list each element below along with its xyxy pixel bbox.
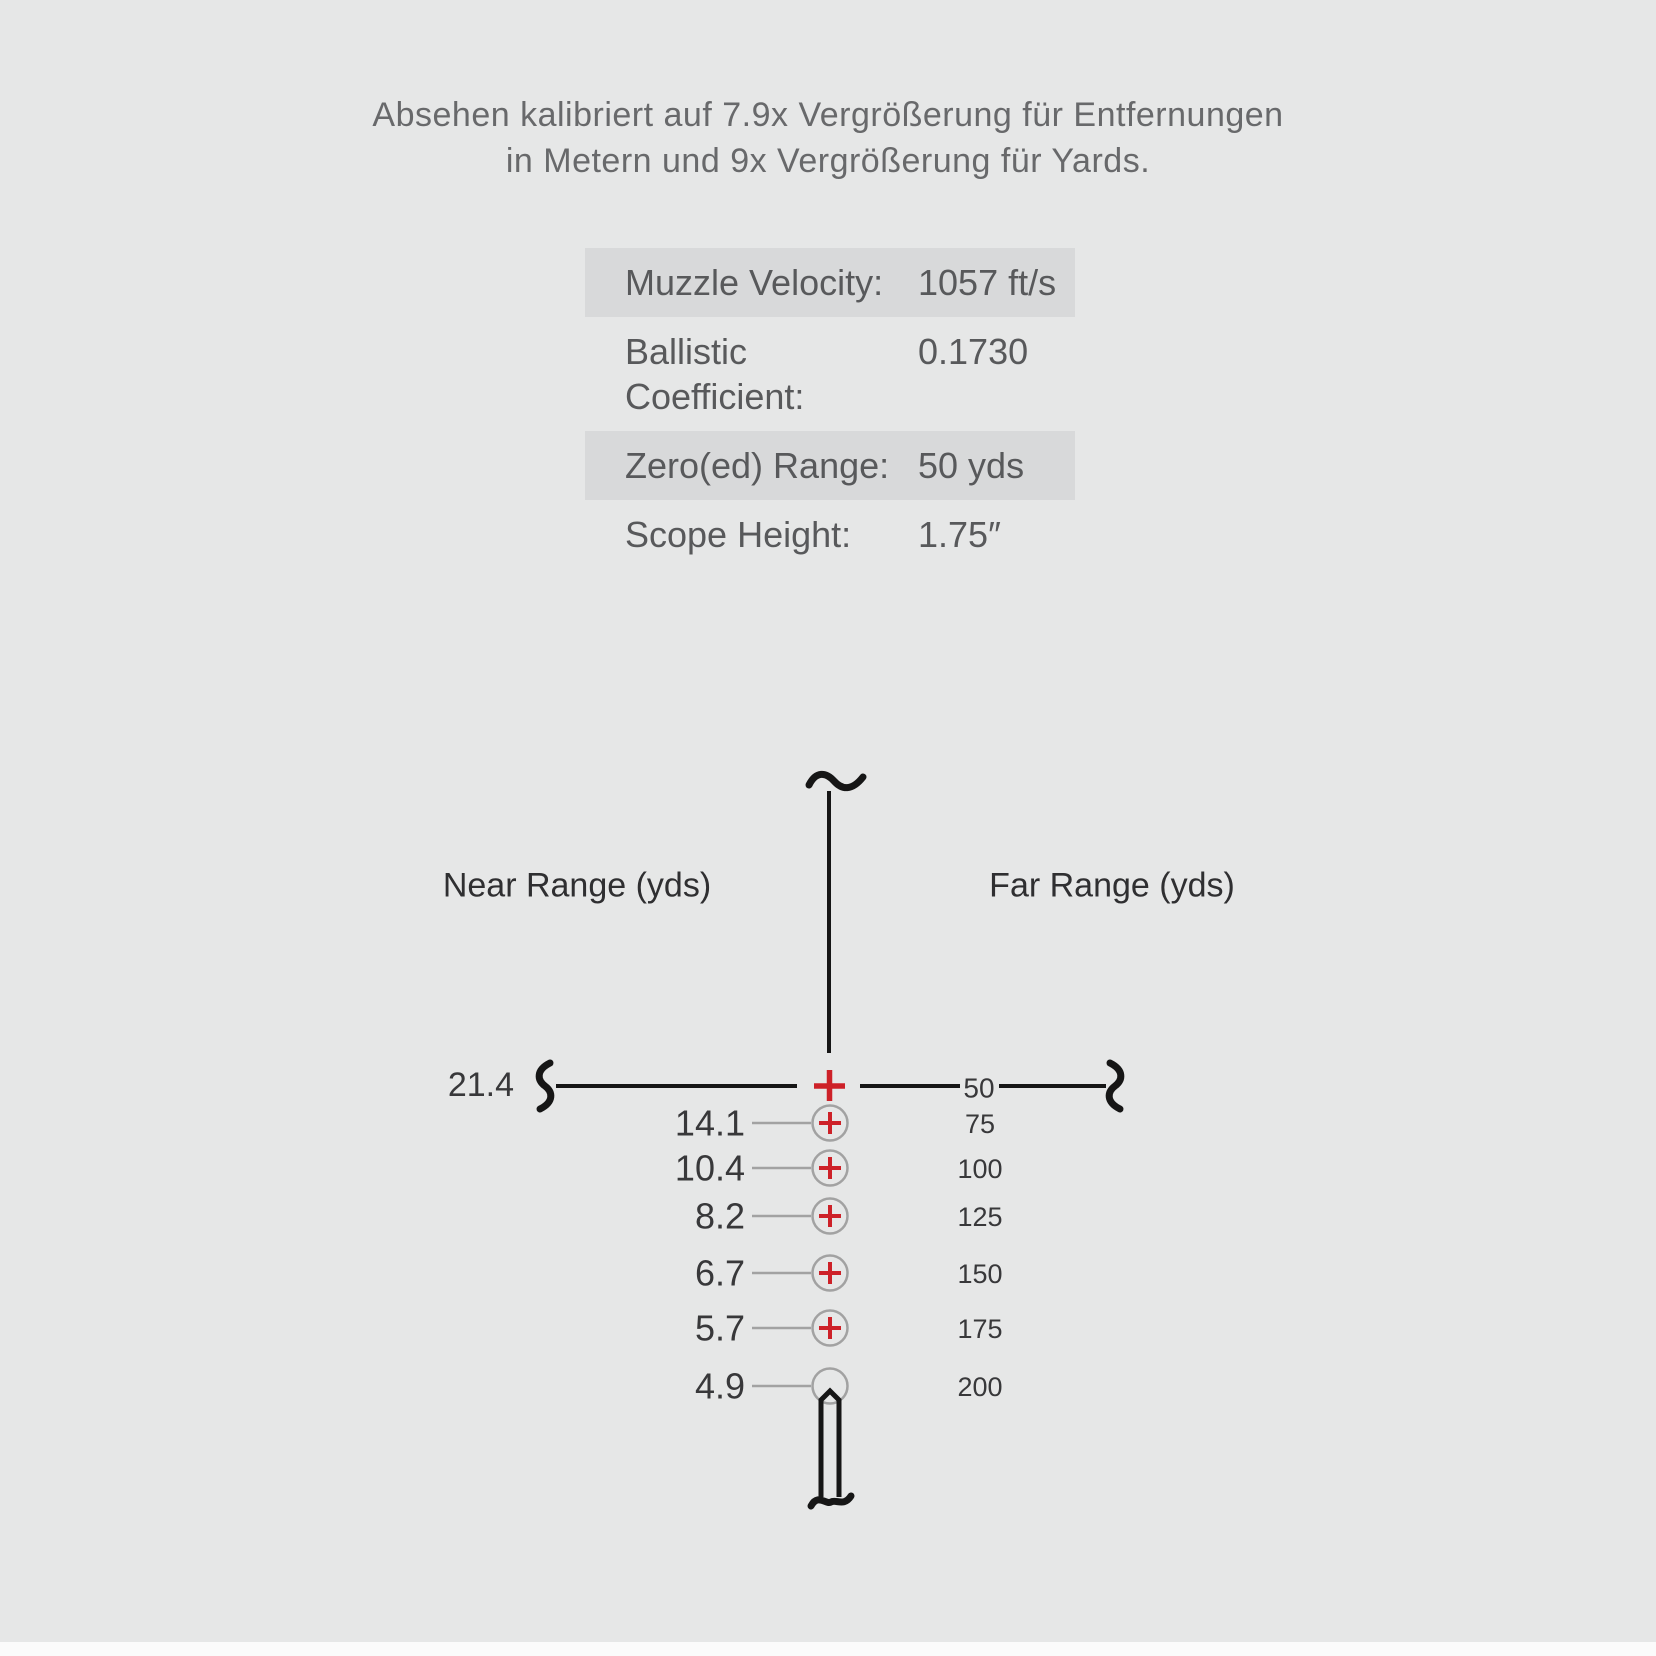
near-value-zero: 21.4 [447, 1066, 514, 1104]
near-value: 8.2 [694, 1195, 745, 1237]
row-label: Muzzle Velocity: [625, 262, 884, 303]
bottom-post [821, 1391, 839, 1497]
near-value: 14.1 [674, 1102, 745, 1144]
holdover-row [695, 1308, 1003, 1349]
row-value: 1057 ft/s [918, 262, 1057, 303]
far-value: 75 [964, 1109, 996, 1139]
far-value-zero: 50 [963, 1072, 995, 1104]
holdover-row [675, 1103, 995, 1144]
holdover-circle [813, 1369, 848, 1404]
page-title-line2: in Metern und 9x Vergrößerung für Yards. [505, 142, 1151, 180]
break-mark-top-icon [809, 774, 863, 787]
near-range-label: Near Range (yds) [442, 866, 712, 905]
holdover-aim-point [819, 1157, 841, 1179]
row-value: 0.1730 [918, 331, 1029, 372]
center-aim-point [814, 1070, 845, 1101]
far-range-label: Far Range (yds) [989, 866, 1235, 905]
holdover-row [695, 1196, 1003, 1237]
row-label: Zero(ed) Range: [625, 445, 890, 486]
row-value: 50 yds [918, 445, 1025, 486]
row-label: Ballistic Coefficient: [625, 331, 805, 417]
far-value: 175 [957, 1314, 1003, 1344]
near-value: 5.7 [694, 1307, 745, 1349]
far-value: 200 [957, 1372, 1003, 1402]
holdover-aim-point [819, 1262, 841, 1284]
row-label: Scope Height: [625, 514, 852, 555]
far-value: 150 [957, 1259, 1003, 1289]
row-value: 1.75″ [918, 514, 1001, 555]
page-title-line1: Absehen kalibriert auf 7.9x Vergrößerung für Entfernungen [372, 96, 1284, 134]
holdover-aim-point [819, 1317, 841, 1339]
bottom-post-base [811, 1496, 851, 1506]
near-value: 4.9 [694, 1365, 745, 1407]
near-value: 10.4 [674, 1147, 745, 1189]
far-value: 125 [957, 1202, 1003, 1232]
break-mark-left-icon [539, 1063, 551, 1109]
near-value: 6.7 [694, 1252, 745, 1294]
far-value: 100 [957, 1154, 1003, 1184]
holdover-aim-point [819, 1112, 841, 1134]
break-mark-right-icon [1109, 1063, 1121, 1109]
holdover-aim-point [819, 1205, 841, 1227]
holdover-row [695, 1366, 1003, 1407]
page-bottom-edge [0, 1642, 1656, 1656]
holdover-row [675, 1148, 1003, 1189]
holdover-row [695, 1253, 1003, 1294]
